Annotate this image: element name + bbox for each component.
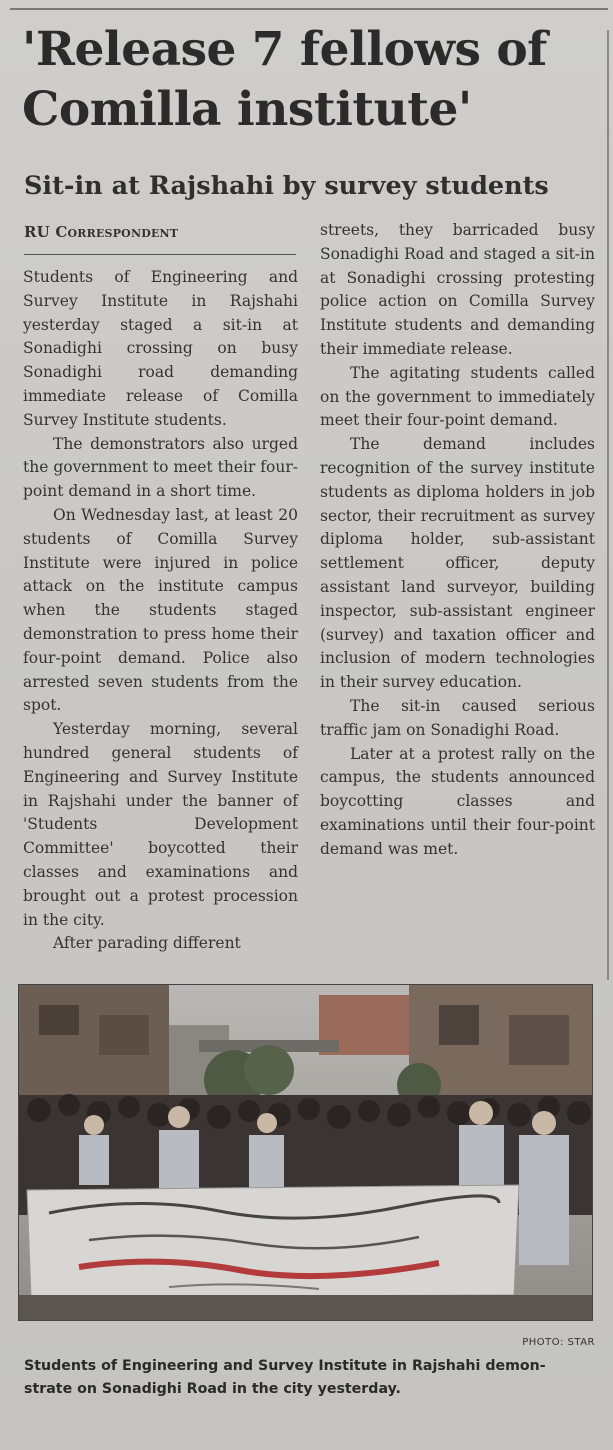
byline-divider bbox=[24, 254, 296, 255]
paragraph: Yesterday morning, several hundred general students of Engineering and Survey Institute in Rajshahi under the banner of 'Students Development Committee' boycotted their classes and examinations and brought out a protest procession in the city. bbox=[23, 720, 298, 929]
paragraph: The demand includes recognition of the survey institute students as diploma holders in job sector, their recruitment as survey diploma holder, sub-assistant settlement officer, deputy assistant land surveyor, building inspector, sub-assistant engineer (survey) and taxation officer and inclusion of modern technologies in their survey education. bbox=[320, 435, 595, 692]
headline-line-1: 'Release 7 fellows of bbox=[22, 22, 547, 77]
headline bbox=[22, 20, 607, 140]
protest-photo-illustration bbox=[19, 985, 593, 1321]
photo-credit: PHOTO: STAR bbox=[522, 1337, 595, 1348]
paragraph: After parading different bbox=[53, 934, 241, 953]
article-column-2 bbox=[320, 219, 595, 862]
subheadline: Sit-in at Rajshahi by survey students bbox=[24, 171, 549, 201]
photo-caption bbox=[24, 1355, 599, 1401]
paragraph: Later at a protest rally on the campus, the students announced boycotting classes and examinations until their four-point demand was met. bbox=[320, 744, 595, 858]
article-column-1 bbox=[23, 266, 298, 956]
news-photo bbox=[18, 984, 593, 1321]
headline-line-2: Comilla institute' bbox=[22, 82, 472, 137]
paragraph: Students of Engineering and Survey Institute in Rajshahi yesterday staged a sit-in at Sonadighi crossing on busy Sonadighi road demanding immediate release of Comilla Survey Institute students. bbox=[23, 268, 298, 429]
caption-line-1: Students of Engineering and Survey Institute in Rajshahi demon- bbox=[24, 1358, 546, 1374]
paragraph: streets, they barricaded busy Sonadighi Road and staged a sit-in at Sonadighi crossing protesting police action on Comilla Survey Institute students and demanding their immediate release. bbox=[320, 221, 595, 358]
paragraph: On Wednesday last, at least 20 students of Comilla Survey Institute were injured in police attack on the institute campus when the students staged demonstration to press home their four-point demand. Police also arrested seven students from the spot. bbox=[23, 505, 298, 715]
top-divider bbox=[10, 8, 608, 10]
paragraph: The sit-in caused serious traffic jam on Sonadighi Road. bbox=[320, 696, 595, 739]
paragraph: The agitating students called on the government to immediately meet their four-point demand. bbox=[320, 363, 595, 430]
byline: RU Correspondent bbox=[24, 223, 179, 241]
caption-line-2: strate on Sonadighi Road in the city yesterday. bbox=[24, 1381, 401, 1397]
paragraph: The demonstrators also urged the government to meet their four-point demand in a short time. bbox=[23, 434, 298, 501]
